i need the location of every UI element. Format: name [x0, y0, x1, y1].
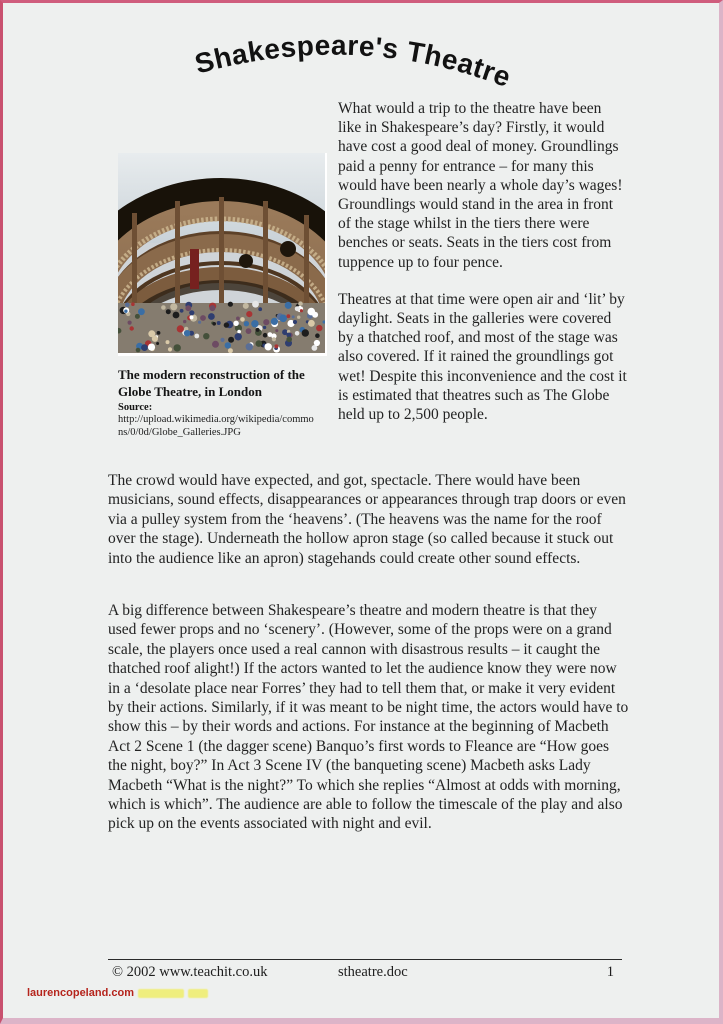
footer-divider — [108, 959, 622, 960]
watermark-yellow-mark — [138, 989, 184, 998]
paragraph-open-air: Theatres at that time were open air and ‘lit’ by daylight. Seats in the galleries were covered by a thatched roof, and most of the stage was also covered. If it rained the groundlings got wet! Despite this inconvenience and the cost it is estimated that theatres such as The Globe held up to 2,500 people. — [338, 290, 627, 424]
figure-source-label: Source: — [118, 402, 153, 413]
watermark — [27, 987, 208, 999]
page-title: Shakespeare's Theatre — [191, 29, 516, 94]
footer-copyright: © 2002 www.teachit.co.uk — [112, 964, 268, 980]
footer-filename: stheatre.doc — [338, 964, 408, 980]
figure-caption: The modern reconstruction of the Globe Theatre, in London — [118, 367, 305, 399]
photo-banner — [190, 249, 199, 289]
footer-page-number: 1 — [606, 964, 614, 980]
figure-source-url: http://upload.wikimedia.org/wikipedia/commons/0/0d/Globe_Galleries.JPG — [118, 414, 314, 438]
page-footer — [108, 964, 622, 984]
figure-block — [118, 153, 325, 439]
watermark-text: laurencopeland.com — [27, 987, 134, 999]
watermark-yellow-mark — [188, 989, 208, 998]
right-text-column — [338, 99, 627, 442]
globe-theatre-photo — [118, 153, 327, 356]
paragraph-props: A big difference between Shakespeare’s theatre and modern theatre is that they used fewer props and no ‘scenery’. (However, some of the props were on a grand scale, the players once used a real cannon with disastrous results – it caught the thatched roof alight!) If the actors wanted to let the audience know they were now in a ‘desolate place near Forres’ they had to tell them that, or make it very evident by their actions. Similarly, if it was meant to be night time, the actors would have to show this – by their words and actions. For instance at the beginning of Macbeth Act 2 Scene 1 (the dagger scene) Banquo’s first words to Fleance are “How goes the night, boy?” In Act 3 Scene IV (the banqueting scene) Macbeth asks Lady Macbeth “What is the night?” To which she replies “Almost at odds with morning, which is which”. The audience are able to follow the timescale of the play and also pick up on the events associated with night and evil. — [108, 602, 629, 833]
paragraph-spectacle: The crowd would have expected, and got, spectacle. There would have been musicians, sound effects, disappearances or appearances through trap doors or even via a pulley system from the ‘heavens’. (The heavens was the name for the roof over the stage). Underneath the hollow apron stage (so called because it stuck out into the audience like an apron) stagehands could create other sound effects. — [108, 472, 626, 567]
paragraph-cost: What would a trip to the theatre have been like in Shakespeare’s day? Firstly, it would have cost a good deal of money. Groundlings paid a penny for entrance – for many this would have been nearly a whole day’s wages! Groundlings would stand in the area in front of the stage whilst in the tiers there were benches or seats. Seats in the tiers cost from tuppence up to four pence. — [338, 100, 623, 271]
